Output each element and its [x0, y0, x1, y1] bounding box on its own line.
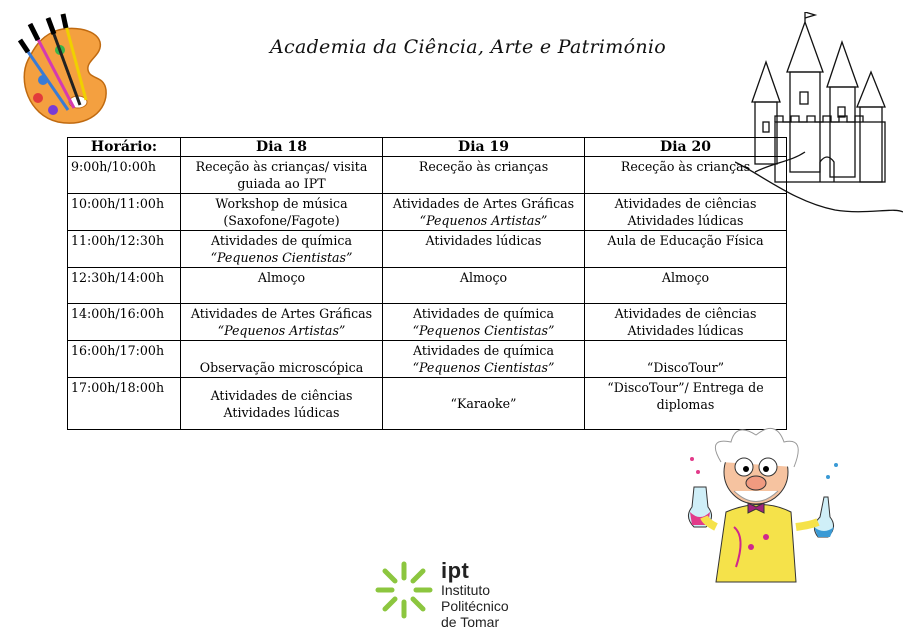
- table-row: [68, 304, 787, 341]
- activity-line: Atividades de química: [211, 233, 352, 248]
- activity-line: Atividades lúdicas: [627, 213, 744, 228]
- activity-line: (Saxofone/Fagote): [223, 213, 340, 228]
- activity-line: “Karaoke”: [450, 396, 517, 411]
- activity-line: Atividades lúdicas: [425, 233, 542, 248]
- activity-line: Aula de Educação Física: [607, 233, 764, 248]
- activity-cell-d18: [181, 378, 383, 430]
- header-dia-18: Dia 18: [181, 138, 383, 157]
- activity-line: Receção às crianças: [418, 159, 549, 174]
- activity-cell-d19: [383, 378, 585, 430]
- activity-cell-d18: [181, 157, 383, 194]
- activity-line: “DiscoTour”/ Entrega de: [607, 380, 764, 395]
- table-row: [68, 341, 787, 378]
- activity-cell-d19: [383, 194, 585, 231]
- header-dia-20: Dia 20: [585, 138, 787, 157]
- activity-line: “Pequenos Artistas”: [217, 323, 346, 338]
- activity-cell-d20: [585, 341, 787, 378]
- time-cell: 11:00h/12:30h: [68, 231, 181, 268]
- activity-line: Workshop de música: [215, 196, 348, 211]
- activity-cell-d19: [383, 157, 585, 194]
- activity-line: Atividades de ciências: [614, 196, 757, 211]
- activity-cell-d20: [585, 194, 787, 231]
- time-cell: 9:00h/10:00h: [68, 157, 181, 194]
- activity-line: Atividades de Artes Gráficas: [190, 306, 373, 321]
- activity-cell-d19: [383, 231, 585, 268]
- activity-line: diplomas: [656, 397, 715, 412]
- activity-line: Receção às crianças/ visita: [195, 159, 368, 174]
- activity-cell-d18: [181, 268, 383, 304]
- time-cell: 17:00h/18:00h: [68, 378, 181, 430]
- activity-line: “DiscoTour”: [646, 360, 725, 375]
- time-cell: 12:30h/14:00h: [68, 268, 181, 304]
- activity-cell-d19: [383, 304, 585, 341]
- activity-cell-d20: [585, 304, 787, 341]
- logo-abbr: ipt: [441, 558, 470, 583]
- activity-cell-d20: [585, 157, 787, 194]
- activity-line: Atividades de ciências: [210, 387, 353, 403]
- activity-line: Observação microscópica: [199, 360, 364, 375]
- header-dia-19: Dia 19: [383, 138, 585, 157]
- activity-line: “Pequenos Cientistas”: [210, 250, 353, 265]
- activity-line: Almoço: [257, 270, 306, 285]
- activity-line: Atividades de química: [413, 306, 554, 321]
- time-cell: 10:00h/11:00h: [68, 194, 181, 231]
- activity-cell-d19: [383, 341, 585, 378]
- table-row: [68, 194, 787, 231]
- logo-line: Instituto: [441, 582, 491, 598]
- activity-cell-d20: [585, 231, 787, 268]
- activity-cell-d18: [181, 194, 383, 231]
- activity-line: Atividades de ciências: [614, 306, 757, 321]
- activity-line: Almoço: [661, 270, 710, 285]
- activity-cell-d18: [181, 231, 383, 268]
- ipt-logo-text: [441, 560, 509, 630]
- activity-line: Atividades de Artes Gráficas: [392, 196, 575, 211]
- table-row: [68, 231, 787, 268]
- activity-cell-d18: [181, 341, 383, 378]
- activity-line: “Pequenos Cientistas”: [412, 323, 555, 338]
- logo-line: Politécnico: [441, 598, 509, 614]
- activity-line: guiada ao IPT: [237, 176, 326, 191]
- activity-line: “Pequenos Artistas”: [419, 213, 548, 228]
- activity-cell-d18: [181, 304, 383, 341]
- time-cell: 14:00h/16:00h: [68, 304, 181, 341]
- logo-line: de Tomar: [441, 614, 500, 630]
- activity-line: “Pequenos Cientistas”: [412, 360, 555, 375]
- activity-cell-d20: [585, 268, 787, 304]
- time-cell: 16:00h/17:00h: [68, 341, 181, 378]
- activity-line: Almoço: [459, 270, 508, 285]
- table-header-row: [68, 138, 787, 157]
- activity-line: Atividades lúdicas: [223, 404, 340, 420]
- paint-palette-icon: [8, 10, 118, 128]
- ipt-logo-icon: [372, 558, 436, 622]
- activity-line: Atividades de química: [413, 343, 554, 358]
- activity-line: Receção às crianças: [620, 159, 751, 174]
- scientist-icon: [676, 417, 846, 587]
- table-row: [68, 157, 787, 194]
- page-title: Academia da Ciência, Arte e Património: [270, 36, 666, 58]
- activity-line: Atividades lúdicas: [627, 323, 744, 338]
- activity-cell-d19: [383, 268, 585, 304]
- header-horario: Horário:: [68, 138, 181, 157]
- schedule-table: [67, 137, 787, 430]
- table-row: [68, 268, 787, 304]
